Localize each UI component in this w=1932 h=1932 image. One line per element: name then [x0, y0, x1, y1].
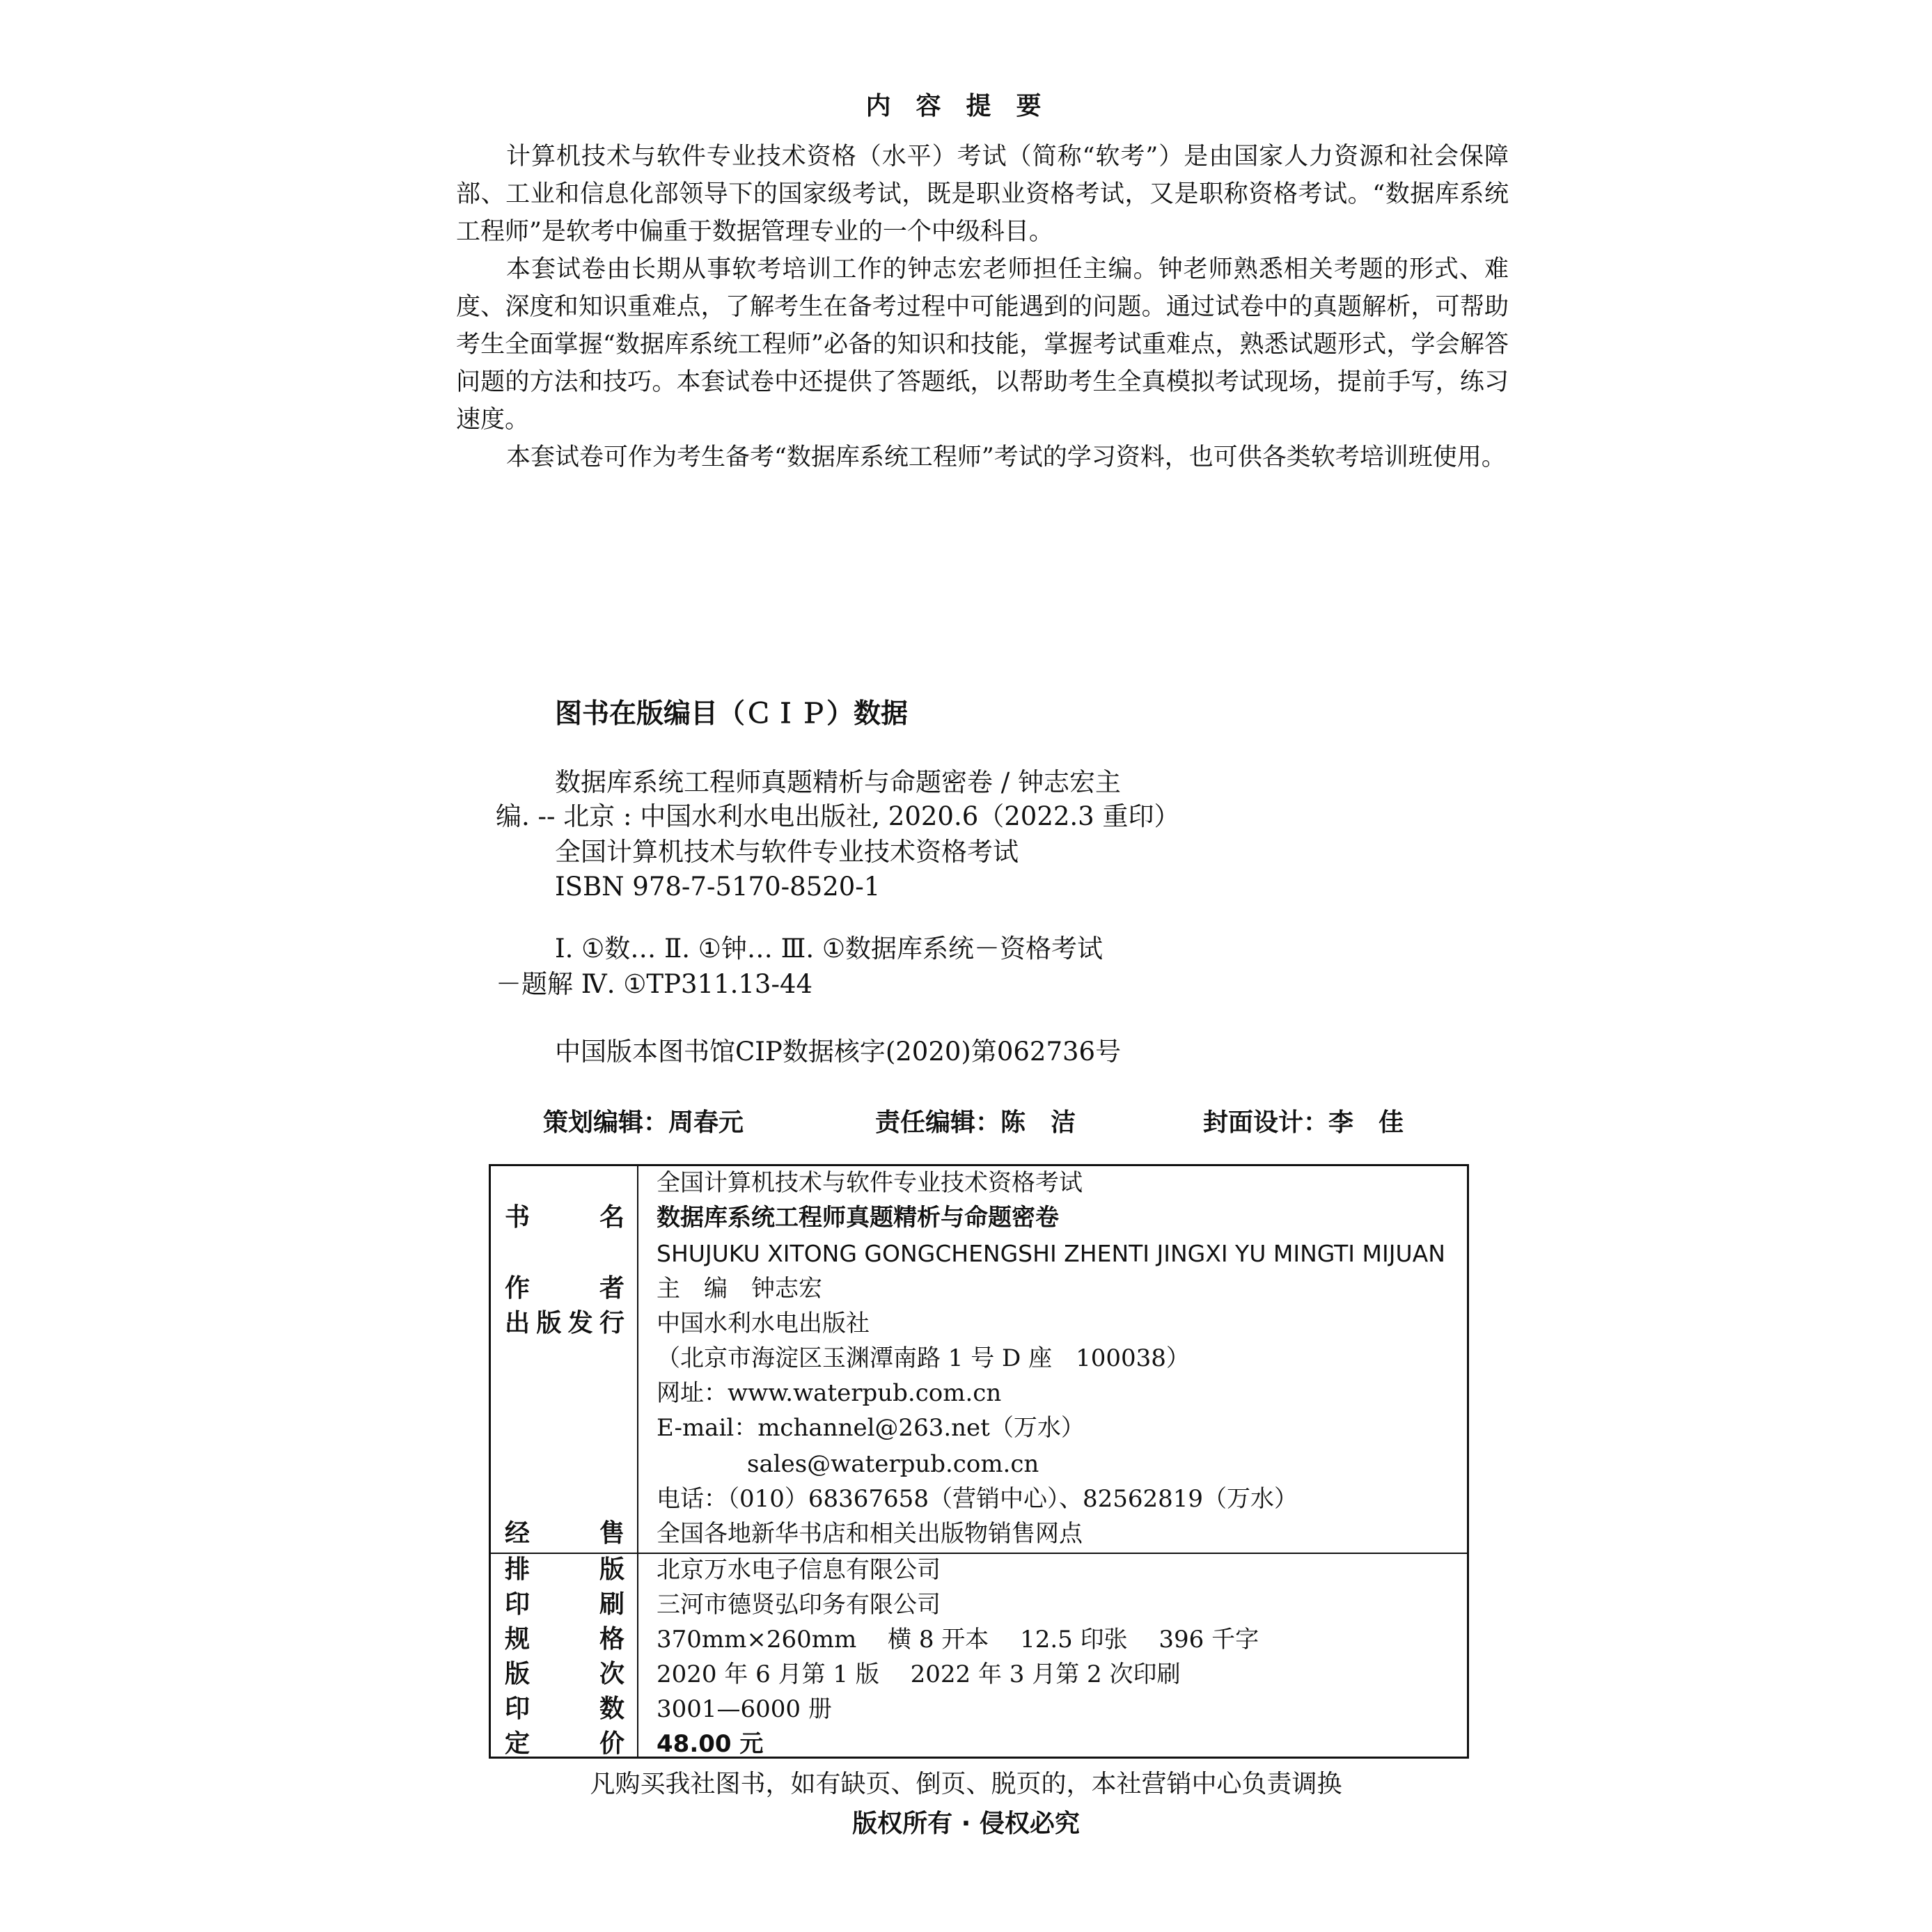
value-email: E-mail：mchannel@263.net（万水）: [657, 1414, 1085, 1442]
cip-classification: Ⅰ. ①数… Ⅱ. ①钟… Ⅲ. ①数据库系统－资格考试: [555, 934, 1104, 964]
value-publisher: 中国水利水电出版社: [657, 1310, 870, 1337]
label-price: 定 价: [505, 1729, 625, 1758]
cip-classification: －题解 Ⅳ. ①TP311.13-44: [496, 969, 813, 999]
summary-paragraph: 计算机技术与软件专业技术资格（水平）考试（简称“软考”）是由国家人力资源和社会保障部、工业和信息化部领导下的国家级考试，既是职业资格考试，又是职称资格考试。“数据库系统工程师”是软考中偏重于数据管理专业的一个中级科目。: [456, 143, 1509, 246]
summary-paragraph: 本套试卷可作为考生备考“数据库系统工程师”考试的学习资料，也可供各类软考培训班使用。: [506, 443, 1506, 471]
cover-designer: 封面设计：李 佳: [1203, 1108, 1404, 1137]
value-email-secondary: sales@waterpub.com.cn: [747, 1450, 1039, 1478]
planning-editor: 策划编辑：周春元: [543, 1108, 744, 1137]
value-author: 主 编 钟志宏: [657, 1275, 822, 1303]
summary-paragraph: 本套试卷由长期从事软考培训工作的钟志宏老师担任主编。钟老师熟悉相关考题的形式、难度、深度和知识重难点，了解考生在备考过程中可能遇到的问题。通过试卷中的真题解析，可帮助考生全面掌握“数据库系统工程师”必备的知识和技能，掌握考试重难点，熟悉试题形式，学会解答问题的方法和技巧。本套试卷中还提供了答题纸，以帮助考生全真模拟考试现场，提前手写，练习速度。: [456, 256, 1509, 434]
summary-title: 内容提要: [865, 92, 1067, 120]
cip-line: 数据库系统工程师真题精析与命题密卷 / 钟志宏主: [555, 767, 1121, 797]
label-print-count: 印 数: [505, 1695, 625, 1723]
value-title-cn: 数据库系统工程师真题精析与命题密卷: [657, 1204, 1059, 1232]
label-printing: 印 刷: [505, 1590, 625, 1619]
column-divider: [637, 1166, 638, 1757]
label-publisher: 出 版 发 行: [505, 1309, 625, 1337]
value-sales: 全国各地新华书店和相关出版物销售网点: [657, 1520, 1083, 1548]
replacement-notice: 凡购买我社图书，如有缺页、倒页、脱页的，本社营销中心负责调换: [590, 1770, 1342, 1798]
cip-line: 编. -- 北京 : 中国水利水电出版社, 2020.6（2022.3 重印）: [496, 801, 1180, 831]
label-author: 作 者: [505, 1274, 625, 1303]
label-edition: 版 次: [505, 1660, 625, 1688]
responsible-editor: 责任编辑：陈 洁: [875, 1108, 1076, 1137]
value-phone: 电话：（010）68367658（营销中心）、82562819（万水）: [657, 1485, 1298, 1513]
label-sales: 经 售: [505, 1519, 625, 1548]
publication-info-table: [489, 1164, 1469, 1759]
copyright-notice: 版权所有 · 侵权必究: [852, 1809, 1080, 1838]
value-print-count: 3001—6000 册: [657, 1695, 832, 1723]
value-edition: 2020 年 6 月第 1 版 2022 年 3 月第 2 次印刷: [657, 1660, 1181, 1688]
value-price: 48.00 元: [657, 1730, 764, 1758]
value-typesetting: 北京万水电子信息有限公司: [657, 1556, 941, 1584]
value-title-pinyin: SHUJUKU XITONG GONGCHENGSHI ZHENTI JINGXI YU MINGTI MIJUAN: [657, 1240, 1445, 1267]
cip-heading: 图书在版编目（ＣＩＰ）数据: [555, 698, 909, 730]
value-spec: 370mm×260mm 横 8 开本 12.5 印张 396 千字: [657, 1626, 1259, 1654]
value-printing: 三河市德贤弘印务有限公司: [657, 1591, 941, 1619]
value-address: （北京市海淀区玉渊潭南路 1 号 D 座 100038）: [657, 1344, 1190, 1372]
cip-verification: 中国版本图书馆CIP数据核字(2020)第062736号: [555, 1037, 1122, 1067]
value-website: 网址：www.waterpub.com.cn: [657, 1379, 1002, 1407]
value-series: 全国计算机技术与软件专业技术资格考试: [657, 1169, 1083, 1197]
row-divider: [491, 1553, 1467, 1554]
cip-isbn: ISBN 978-7-5170-8520-1: [555, 872, 881, 902]
cip-line: 全国计算机技术与软件专业技术资格考试: [555, 837, 1019, 867]
label-typesetting: 排 版: [505, 1555, 625, 1584]
label-spec: 规 格: [505, 1625, 625, 1654]
summary-body: [456, 138, 1509, 476]
label-title: 书 名: [505, 1203, 625, 1232]
